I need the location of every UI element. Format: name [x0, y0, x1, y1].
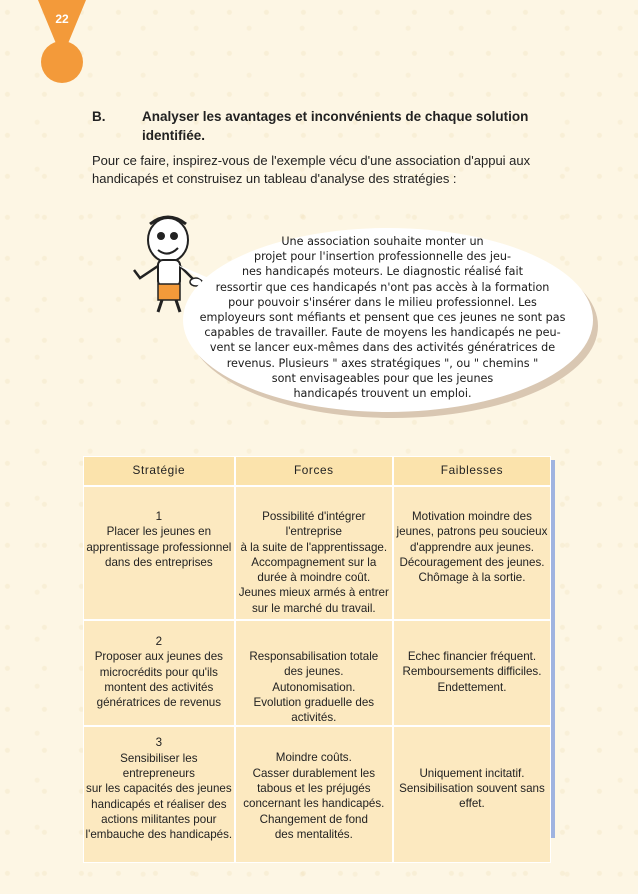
cell-line: Motivation moindre des	[412, 510, 532, 523]
bubble-line: pour pouvoir s'insérer dans le milieu professionnel. Les	[228, 295, 537, 309]
forces-cell	[235, 486, 393, 620]
cell-line	[394, 750, 550, 765]
column-header-forces: Forces	[235, 456, 393, 486]
bubble-line: ressortir que ces handicapés n'ont pas accès à la formation	[215, 280, 550, 294]
cell-line: Responsabilisation totale	[249, 650, 379, 663]
cell-line: effet.	[459, 797, 485, 811]
bubble-line: vent se lancer eux-mêmes dans des activités génératrices de	[209, 341, 556, 355]
cell-line: 2	[155, 635, 163, 648]
cell-line: Endettement.	[437, 680, 507, 694]
speech-bubble-text	[185, 234, 580, 401]
section-title: Analyser les avantages et inconvénients de chaque solution identifiée.	[142, 109, 529, 143]
table-row	[83, 620, 551, 726]
cell-line: Accompagnement sur la	[251, 555, 377, 569]
forces-cell	[235, 726, 393, 863]
bubble-line: revenus. Plusieurs " axes stratégiques ", ou " chemins "	[226, 356, 539, 370]
bubble-line: Une association souhaite monter un	[281, 235, 484, 248]
cell-line: Découragement des jeunes.	[399, 555, 545, 569]
cell-line: d'apprendre aux jeunes.	[409, 540, 534, 554]
table-row	[83, 726, 551, 863]
bubble-line: sont envisageables pour que les jeunes	[271, 371, 494, 385]
cell-line: Echec financier fréquent.	[407, 650, 537, 663]
cell-line: tabous et les préjugés	[257, 782, 371, 796]
bubble-line: capables de travailler. Faute de moyens les handicapés ne peu-	[204, 326, 561, 340]
strategy-cell	[83, 486, 235, 620]
bubble-line: employeurs sont méfiants et pensent que ces jeunes ne sont pas	[199, 311, 566, 325]
cell-line: l'embauche des handicapés.	[85, 828, 233, 842]
cell-line: 1	[155, 510, 163, 523]
cell-line: Sensibiliser les entrepreneurs	[120, 751, 198, 781]
table-row	[83, 486, 551, 620]
bubble-line: nes handicapés moteurs. Le diagnostic réalisé fait	[241, 265, 524, 279]
cell-line: actions militantes pour	[101, 812, 217, 826]
weaknesses-cell	[393, 486, 551, 620]
section-letter: B.	[92, 109, 106, 124]
bubble-line: projet pour l'insertion professionnelle des jeu-	[253, 250, 512, 264]
cell-line: concernant les handicapés.	[243, 797, 385, 811]
cell-line: Sensibilisation souvent sans	[399, 782, 545, 796]
table-header-row	[83, 456, 551, 486]
cell-line: microcrédits pour qu'ils	[99, 665, 218, 679]
cell-line: montent des activités	[104, 680, 214, 694]
intro-paragraph: Pour ce faire, inspirez-vous de l'exemple vécu d'une association d'appui aux handicapés et construisez un tableau d'analyse des stratégies :	[92, 153, 531, 186]
column-header-strategy: Stratégie	[83, 456, 235, 486]
cell-line: Uniquement incitatif.	[419, 766, 525, 780]
cell-line: apprentissage professionnel	[86, 540, 232, 554]
cell-line: durée à moindre coût.	[257, 571, 371, 585]
cell-line: dans des entreprises	[105, 555, 213, 569]
weaknesses-cell	[393, 620, 551, 726]
cell-line: génératrices de revenus	[96, 696, 222, 710]
cell-line: jeunes, patrons peu soucieux	[396, 525, 548, 539]
cell-line: Chômage à la sortie.	[418, 571, 526, 585]
cell-line: Placer les jeunes en	[106, 525, 212, 539]
cell-line: Evolution graduelle des activités.	[253, 695, 375, 725]
cell-line: Moindre coûts.	[275, 751, 352, 765]
page-number: 22	[55, 12, 69, 26]
strategy-cell	[83, 726, 235, 863]
cell-line: Casser durablement les	[252, 766, 376, 780]
cell-line: Remboursements difficiles.	[402, 665, 542, 679]
cell-line: sur les capacités des jeunes	[86, 782, 232, 796]
cell-line: Possibilité d'intégrer l'entreprise	[262, 510, 366, 539]
forces-cell	[235, 620, 393, 726]
cell-line: sur le marché du travail.	[251, 601, 376, 615]
cell-line: des jeunes.	[284, 665, 344, 679]
cell-line: Changement de fond	[259, 812, 368, 826]
cell-line: des mentalités.	[274, 827, 353, 841]
cell-line: Proposer aux jeunes des	[94, 650, 223, 664]
cell-line: Autonomisation.	[272, 680, 356, 694]
weaknesses-cell	[393, 726, 551, 863]
cell-line: à la suite de l'apprentissage.	[240, 540, 388, 554]
cell-line: handicapés et réaliser des	[91, 797, 227, 811]
cell-line: Jeunes mieux armés à entrer	[238, 586, 389, 600]
cell-line: 3	[155, 736, 163, 750]
column-header-weaknesses: Faiblesses	[393, 456, 551, 486]
strategy-analysis-table	[83, 456, 551, 863]
strategy-cell	[83, 620, 235, 726]
bubble-line: handicapés trouvent un emploi.	[293, 387, 472, 401]
